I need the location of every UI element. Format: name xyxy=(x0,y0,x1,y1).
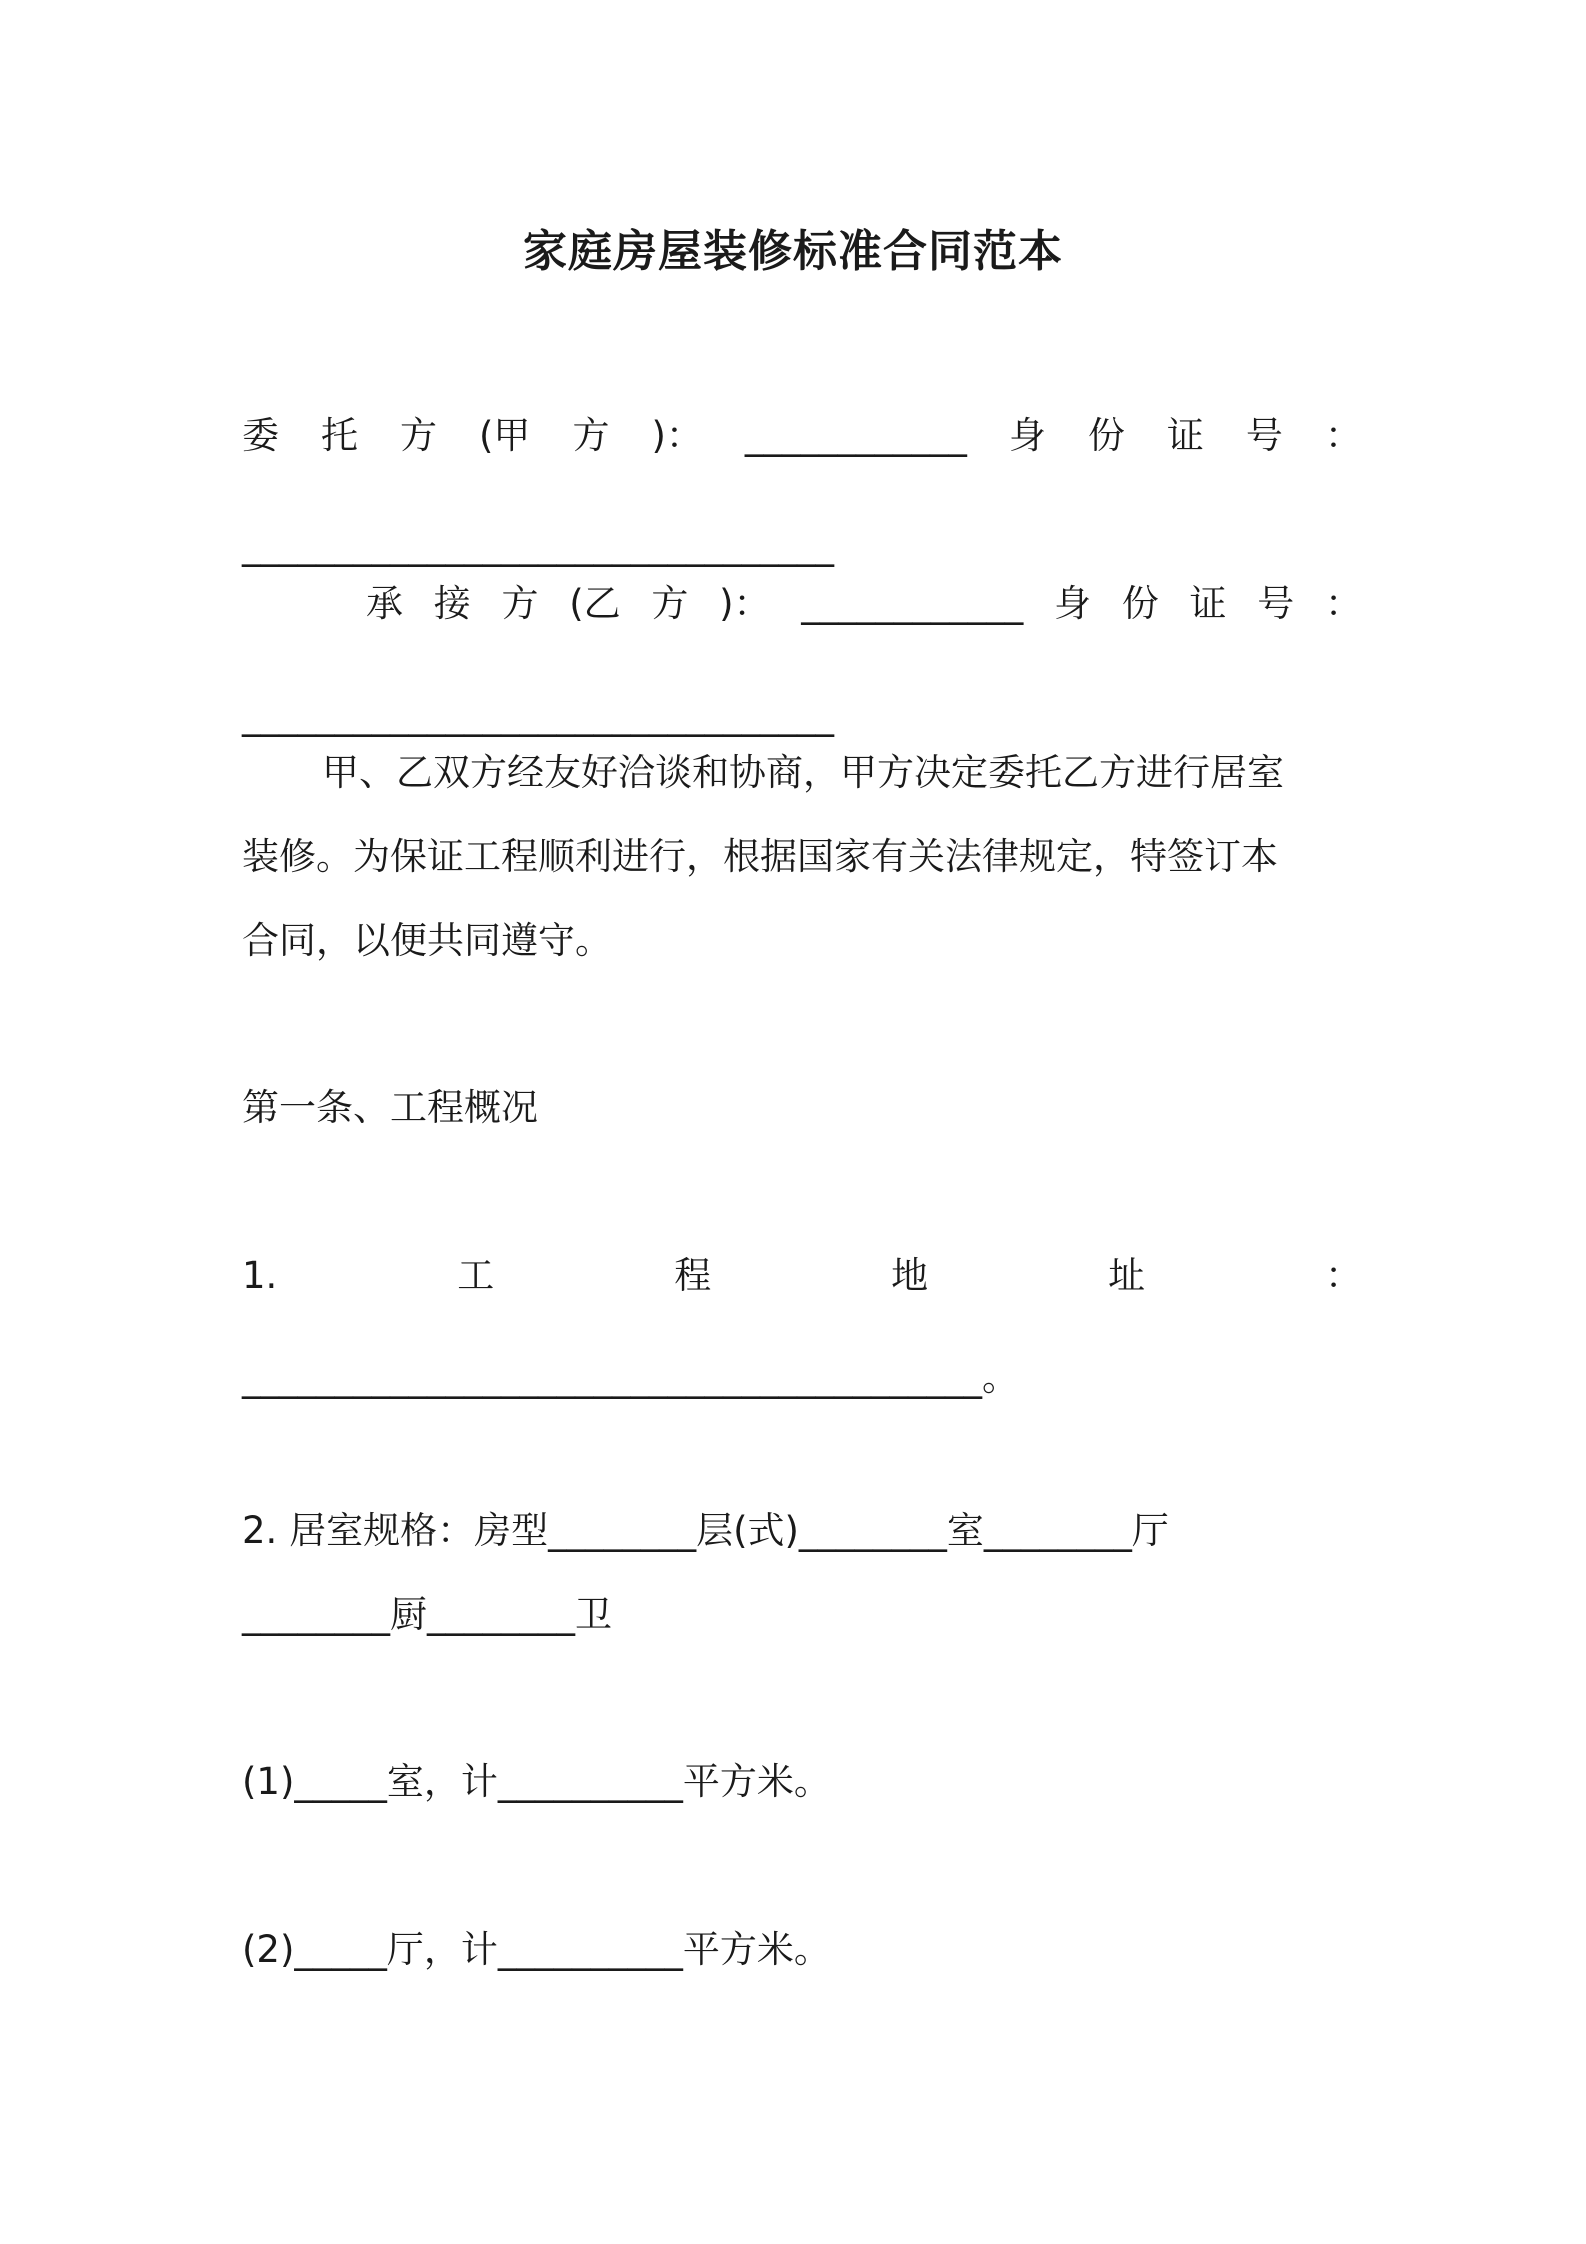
party-a-label-char: 委 xyxy=(242,414,279,457)
item-1-label-char: ： xyxy=(1325,1254,1362,1297)
party-a-name-blank: ____________ xyxy=(744,414,967,457)
party-b-name-blank: ____________ xyxy=(801,582,1024,625)
sub-item-2: (2)_____厅，计__________平方米。 xyxy=(242,1928,831,1971)
party-b-label-char: (乙 xyxy=(569,582,621,625)
party-a-line xyxy=(242,410,1362,462)
item-2-room-spec: 2. 居室规格：房型________层(式)________室________厅 xyxy=(242,1509,1169,1552)
party-b-id-blank: ________________________________ xyxy=(242,694,834,737)
intro-line: 合同，以便共同遵守。 xyxy=(242,919,612,962)
party-b-id-label-char: 证 xyxy=(1189,582,1227,625)
party-a-id-label-char: ： xyxy=(1324,414,1362,457)
party-b-label-char: 方 xyxy=(501,582,539,625)
party-a-label-char: 方 xyxy=(572,414,610,457)
item-1-label-char: 地 xyxy=(891,1254,929,1297)
party-b-id-label-char: 身 xyxy=(1054,582,1092,625)
party-a-id-blank: ________________________________ xyxy=(242,524,834,567)
party-b-label-char: 接 xyxy=(433,582,471,625)
party-b-id-label-char: ： xyxy=(1324,582,1362,625)
party-a-label-char: )： xyxy=(651,414,703,457)
party-b-line xyxy=(366,578,1362,630)
sub-item-1: (1)_____室，计__________平方米。 xyxy=(242,1760,831,1803)
party-b-label-char: 承 xyxy=(366,582,403,625)
party-a-id-label-char: 份 xyxy=(1087,414,1125,457)
item-1-label-char: 程 xyxy=(674,1254,712,1297)
party-b-id-label-char: 号 xyxy=(1257,582,1295,625)
party-b-label-char: 方 xyxy=(651,582,689,625)
item-1-label-char: 1. xyxy=(242,1254,278,1297)
document-title: 家庭房屋装修标准合同范本 xyxy=(523,226,1063,277)
party-a-label-char: (甲 xyxy=(479,414,531,457)
party-b-label-char: )： xyxy=(719,582,771,625)
intro-line: 甲、乙双方经友好洽谈和协商，甲方决定委托乙方进行居室 xyxy=(322,751,1284,794)
item-1-address-blank: ________________________________________。 xyxy=(242,1356,1019,1399)
party-a-label-char: 方 xyxy=(400,414,437,457)
party-b-id-label-char: 份 xyxy=(1121,582,1159,625)
item-1-label-char: 工 xyxy=(457,1254,495,1297)
article-1-heading: 第一条、工程概况 xyxy=(242,1086,538,1129)
item-1-label-char: 址 xyxy=(1108,1254,1146,1297)
intro-line: 装修。为保证工程顺利进行，根据国家有关法律规定，特签订本 xyxy=(242,835,1278,878)
item-2-room-spec-cont: ________厨________卫 xyxy=(242,1593,612,1636)
party-a-label-char: 托 xyxy=(321,414,358,457)
party-a-id-label-char: 证 xyxy=(1166,414,1204,457)
item-1-address-label xyxy=(242,1250,1362,1302)
party-a-id-label-char: 身 xyxy=(1008,414,1046,457)
party-a-id-label-char: 号 xyxy=(1245,414,1283,457)
